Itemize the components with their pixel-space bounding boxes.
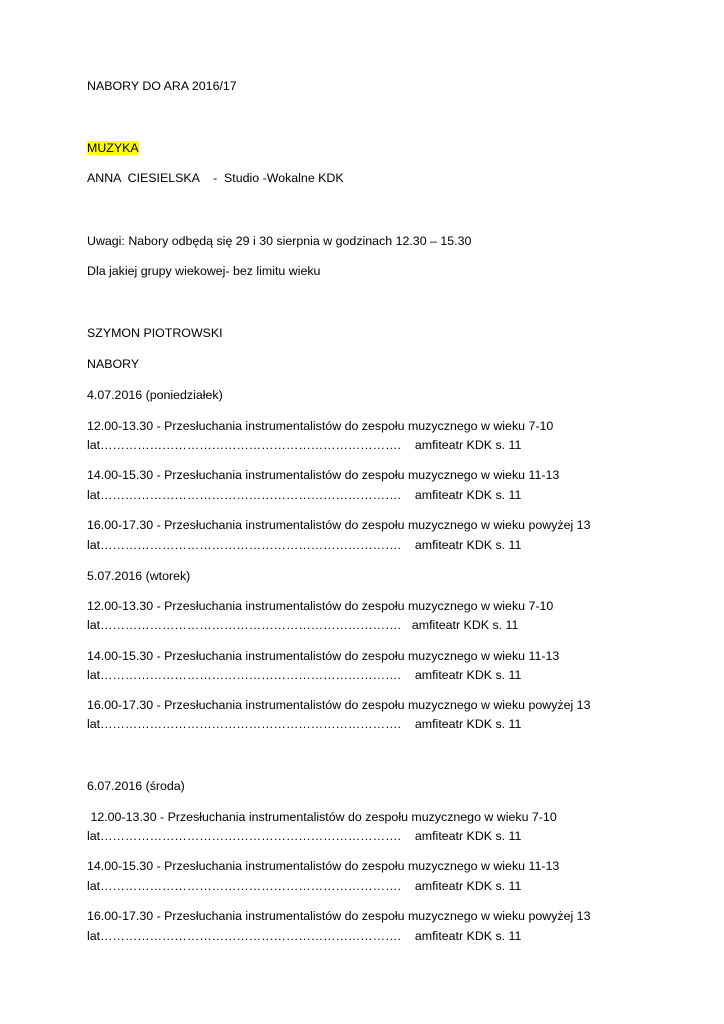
session-line: 14.00-15.30 - Przesłuchania instrumentalistów do zespołu muzycznego w wieku 11-13: [87, 468, 560, 482]
session-place: amfiteatr KDK s. 11: [414, 929, 522, 943]
session-line: 16.00-17.30 - Przesłuchania instrumentalistów do zespołu muzycznego w wieku powyżej 13: [87, 518, 591, 532]
szymon-name: SZYMON PIOTROWSKI: [87, 326, 223, 340]
session-line: 12.00-13.30 - Przesłuchania instrumentalistów do zespołu muzycznego w wieku 7-10: [87, 419, 554, 433]
session-line: 14.00-15.30 - Przesłuchania instrumentalistów do zespołu muzycznego w wieku 11-13: [87, 859, 560, 873]
session-line: 16.00-17.30 - Przesłuchania instrumentalistów do zespołu muzycznego w wieku powyżej 13: [87, 698, 591, 712]
session-dots-line: [87, 928, 521, 944]
anna-note: Uwagi: Nabory odbędą się 29 i 30 sierpnia w godzinach 12.30 – 15.30: [87, 234, 472, 248]
dots: lat……………………………………………………………….: [87, 717, 401, 731]
dots: lat……………………………………………………………….: [87, 488, 401, 502]
dots: lat……………………………………………………………….: [87, 929, 401, 943]
session-line: 14.00-15.30 - Przesłuchania instrumentalistów do zespołu muzycznego w wieku 11-13: [87, 649, 560, 663]
anna-name-line: ANNA CIESIELSKA - Studio -Wokalne KDK: [87, 171, 344, 185]
dots: lat……………………………………………………………….: [87, 879, 401, 893]
session-dots-line: [87, 617, 518, 633]
session-place: amfiteatr KDK s. 11: [414, 879, 522, 893]
dots: lat……………………………………………………………….: [87, 438, 401, 452]
section-heading-muzyka: [87, 140, 139, 156]
session-dots-line: [87, 437, 521, 453]
session-dots-line: [87, 487, 521, 503]
session-line: 12.00-13.30 - Przesłuchania instrumentalistów do zespołu muzycznego w wieku 7-10: [87, 810, 557, 824]
day-date: 4.07.2016 (poniedziałek): [87, 388, 223, 402]
session-dots-line: [87, 667, 521, 683]
session-dots-line: [87, 878, 521, 894]
dots: lat……………………………………………………………….: [87, 668, 401, 682]
session-line: 12.00-13.30 - Przesłuchania instrumentalistów do zespołu muzycznego w wieku 7-10: [87, 599, 554, 613]
szymon-subheading: NABORY: [87, 357, 140, 371]
day-date: 6.07.2016 (środa): [87, 779, 185, 793]
dots: lat……………………………………………………………….: [87, 829, 401, 843]
session-place: amfiteatr KDK s. 11: [414, 538, 522, 552]
day-date: 5.07.2016 (wtorek): [87, 569, 191, 583]
session-place: amfiteatr KDK s. 11: [411, 618, 519, 632]
session-line: 16.00-17.30 - Przesłuchania instrumentalistów do zespołu muzycznego w wieku powyżej 13: [87, 909, 591, 923]
highlighted-section-label: MUZYKA: [87, 141, 139, 155]
session-place: amfiteatr KDK s. 11: [414, 438, 522, 452]
session-place: amfiteatr KDK s. 11: [414, 488, 522, 502]
session-dots-line: [87, 537, 521, 553]
dots: lat……………………………………………………………….: [87, 538, 401, 552]
session-place: amfiteatr KDK s. 11: [414, 717, 522, 731]
session-place: amfiteatr KDK s. 11: [414, 668, 522, 682]
session-dots-line: [87, 828, 521, 844]
session-dots-line: [87, 716, 521, 732]
document-title: NABORY DO ARA 2016/17: [87, 79, 237, 93]
session-place: amfiteatr KDK s. 11: [414, 829, 522, 843]
dots: lat……………………………………………………………….: [87, 618, 401, 632]
anna-age-group: Dla jakiej grupy wiekowej- bez limitu wieku: [87, 264, 321, 278]
